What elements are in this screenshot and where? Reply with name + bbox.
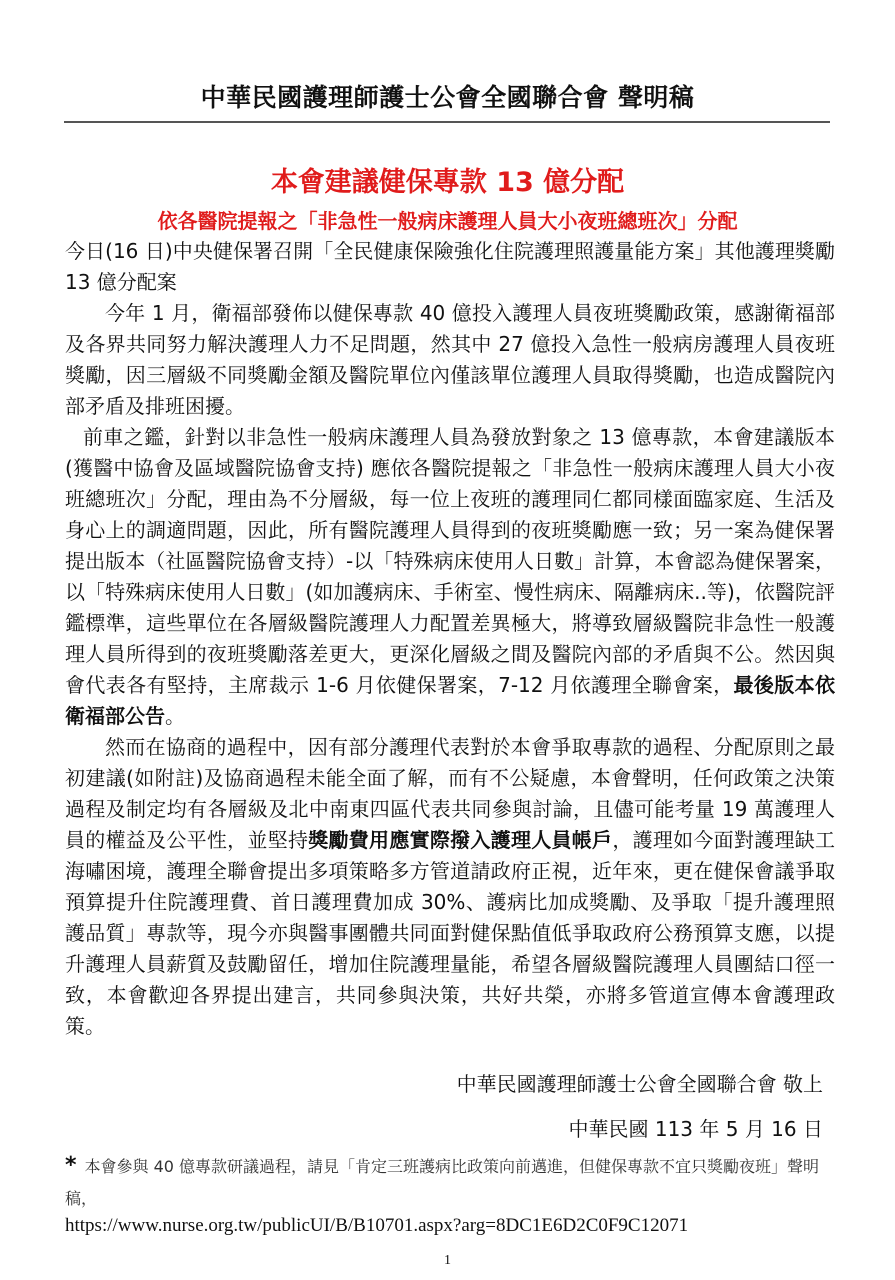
header-title: 中華民國護理師護士公會全國聯合會 聲明稿 [200,83,695,112]
paragraph-3-text: 前車之鑑，針對以非急性一般病床護理人員為發放對象之 13 億專款，本會建議版本(獲醫中協會及區域醫院協會支持) 應依各醫院提報之「非急性一般病床護理人員大小夜班總班次」分配，理由為不分層級，每一位上夜班的護理同仁都同樣面臨家庭、生活及身心上的調適問題，因此，所有醫院護理人員得到的夜班獎勵應一致；另一案為健保署提出版本（社區醫院協會支持）-以「特殊病床使用人日數」計算，本會認為健保署案，以「特殊病床使用人日數」(如加護病床、手術室、慢性病床、隔離病床..等)，依醫院評鑑標準，這些單位在各層級醫院護理人力配置差異極大，將導致層級醫院非急性一般護理人員所得到的夜班獎勵落差更大，更深化層級之間及醫院內部的矛盾與不公。然因與會代表各有堅持，主席裁示 1-6 月依健保署案，7-12 月依護理全聯會案， [65,425,835,697]
header-divider [64,121,830,123]
paragraph-4-text-b: ，護理如今面對護理缺工海嘯困境，護理全聯會提出多項策略多方管道請政府正視，近年來，更在健保會議爭取預算提升住院護理費、首日護理費加成 30%、護病比加成獎勵、及爭取「提升護理照護品質」專款等，現今亦與醫事團體共同面對健保點值低爭取政府公務預算支應，以提升護理人員薪質及鼓勵留任，增加住院護理量能，希望各層級醫院護理人員團結口徑一致，本會歡迎各界提出建言，共同參與決策，共好共榮，亦將多管道宣傳本會護理政策。 [65,828,836,1038]
paragraph-4 [65,732,835,1042]
sub-title: 依各醫院提報之「非急性一般病床護理人員大小夜班總班次」分配 [157,209,738,233]
page-number: 1 [444,1253,451,1268]
paragraph-3-end: 。 [165,704,185,728]
paragraph-2: 今年 1 月，衛福部發佈以健保專款 40 億投入護理人員夜班獎勵政策，感謝衛福部及各界共同努力解決護理人力不足問題，然其中 27 億投入急性一般病房護理人員夜班獎勵，因三層級不同獎勵金額及醫院單位內僅該單位護理人員取得獎勵，也造成醫院內部矛盾及排班困擾。 [65,301,835,418]
signature-date: 中華民國 113 年 5 月 16 日 [568,1117,823,1141]
footnote [65,1150,835,1215]
paragraph-3-bold: 最後版本依衛福部公告 [65,673,836,728]
main-title: 本會建議健保專款 13 億分配 [270,167,625,198]
paragraph-4-text-a: 然而在協商的過程中，因有部分護理代表對於本會爭取專款的過程、分配原則之最初建議(如附註)及協商過程未能全面了解，而有不公疑慮，本會聲明，任何政策之決策過程及制定均有各層級及北中南東四區代表共同參與討論，且儘可能考量 19 萬護理人員的權益及公平性，並堅持 [65,735,835,852]
footnote-marker: * [65,1153,77,1178]
paragraph-1: 今日(16 日)中央健保署召開「全民健康保險強化住院護理照護量能方案」其他護理獎勵 13 億分配案 [65,239,835,294]
signature-organization: 中華民國護理師護士公會全國聯合會 敬上 [456,1072,823,1096]
statement-body [65,236,835,1042]
paragraph-4-bold: 獎勵費用應實際撥入護理人員帳戶 [308,828,613,852]
paragraph-3 [65,422,835,732]
footnote-url-link[interactable]: https://www.nurse.org.tw/publicUI/B/B10701.aspx?arg=8DC1E6D2C0F9C12071 [65,1215,689,1236]
footnote-text: 本會參與 40 億專款研議過程，請見「肯定三班護病比政策向前邁進，但健保專款不宜只獎勵夜班」聲明稿， [65,1157,820,1208]
